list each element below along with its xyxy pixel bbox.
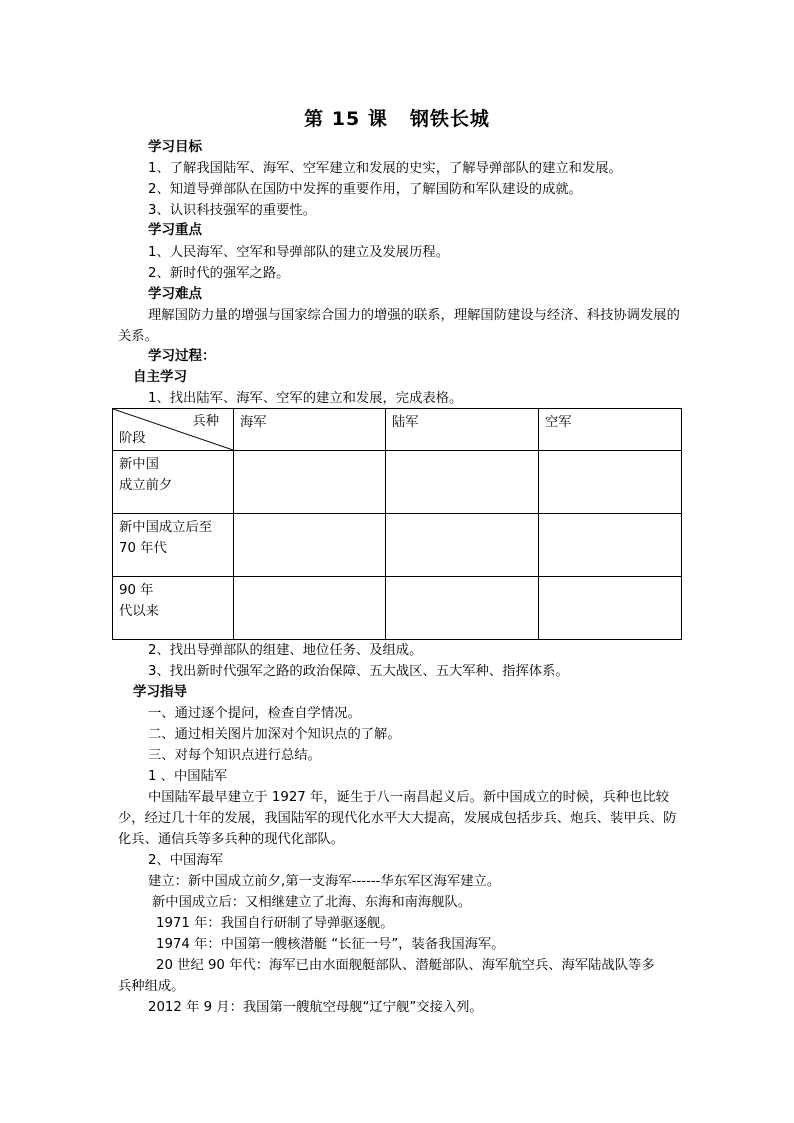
key-point-item: 1、人民海军、空军和导弹部队的建立及发展历程。 <box>148 245 449 260</box>
corner-top-label: 兵种 <box>192 414 219 429</box>
lesson-number: 第 15 课 <box>304 108 388 130</box>
table-cell[interactable] <box>539 514 682 577</box>
table-cell[interactable] <box>234 514 386 577</box>
row-header-line: 新中国成立后至 <box>119 520 213 535</box>
lesson-name: 钢铁长城 <box>409 108 490 130</box>
guide-heading: 学习指导 <box>133 684 187 700</box>
column-header-navy: 海军 <box>234 409 386 451</box>
table-header-row <box>113 409 682 451</box>
table-row <box>113 514 682 577</box>
table-cell[interactable] <box>539 451 682 514</box>
navy-heading: 2、中国海军 <box>148 853 223 868</box>
goals-heading: 学习目标 <box>148 139 202 155</box>
army-heading: 1 、中国陆军 <box>148 769 228 784</box>
table-cell[interactable] <box>386 514 539 577</box>
row-header-line: 70 年代 <box>119 541 167 556</box>
process-heading: 学习过程： <box>148 348 216 364</box>
table-cell[interactable] <box>386 451 539 514</box>
guide-item: 一、通过逐个提问，检查自学情况。 <box>148 706 361 721</box>
page-title <box>0 104 794 131</box>
goal-item: 1、了解我国陆军、海军、空军建立和发展的史实，了解导弹部队的建立和发展。 <box>148 161 622 176</box>
self-study-item: 3、找出新时代强军之路的政治保障、五大战区、五大军种、指挥体系。 <box>148 664 569 679</box>
self-study-item: 2、找出导弹部队的组建、地位任务、及组成。 <box>148 643 423 658</box>
table-instruction: 1、找出陆军、海军、空军的建立和发展，完成表格。 <box>148 391 463 406</box>
difficulty-text: 理解国防力量的增强与国家综合国力的增强的联系，理解国防建设与经济、科技协调发展的关系。 <box>118 308 680 344</box>
row-header-line: 新中国 <box>119 457 159 472</box>
navy-line: 1974 年：中国第一艘核潜艇 “长征一号”，装备我国海军。 <box>156 937 505 952</box>
table-cell[interactable] <box>234 451 386 514</box>
guide-item: 三、对每个知识点进行总结。 <box>148 748 321 763</box>
difficulty-heading: 学习难点 <box>148 286 202 302</box>
table-cell[interactable] <box>386 577 539 640</box>
row-header-line: 成立前夕 <box>119 478 173 493</box>
army-text: 中国陆军最早建立于 1927 年，诞生于八一南昌起义后。新中国成立的时候，兵种也比较少，经过几十年的发展，我国陆军的现代化水平大大提高，发展成包括步兵、炮兵、装甲兵、防化兵、通信兵等多兵种的现代化部队。 <box>118 790 677 847</box>
row-header <box>113 577 234 640</box>
row-header <box>113 451 234 514</box>
navy-line: 兵种组成。 <box>118 979 185 994</box>
military-development-table <box>112 408 682 640</box>
row-header-line: 代以来 <box>119 604 159 619</box>
corner-bottom-label: 阶段 <box>119 431 146 446</box>
navy-line: 20 世纪 90 年代：海军已由水面舰艇部队、潜艇部队、海军航空兵、海军陆战队等多 <box>156 958 655 973</box>
goal-item: 3、认识科技强军的重要性。 <box>148 203 317 218</box>
guide-item: 二、通过相关图片加深对个知识点的了解。 <box>148 727 401 742</box>
column-header-army: 陆军 <box>386 409 539 451</box>
table-row <box>113 577 682 640</box>
table-row <box>113 451 682 514</box>
navy-line: 新中国成立后：又相继建立了北海、东海和南海舰队。 <box>152 895 472 910</box>
row-header <box>113 514 234 577</box>
key-points-heading: 学习重点 <box>148 222 202 238</box>
goal-item: 2、知道导弹部队在国防中发挥的重要作用，了解国防和军队建设的成就。 <box>148 182 582 197</box>
column-header-airforce: 空军 <box>539 409 682 451</box>
table-cell[interactable] <box>234 577 386 640</box>
table-cell[interactable] <box>539 577 682 640</box>
row-header-line: 90 年 <box>119 583 154 598</box>
navy-line: 2012 年 9 月：我国第一艘航空母舰“辽宁舰”交接入列。 <box>148 1000 483 1015</box>
table-corner-cell <box>113 409 234 451</box>
navy-line: 建立：新中国成立前夕,第一支海军------华东军区海军建立。 <box>148 874 501 889</box>
navy-line: 1971 年：我国自行研制了导弹驱逐舰。 <box>156 916 394 931</box>
self-study-heading: 自主学习 <box>133 369 187 385</box>
key-point-item: 2、新时代的强军之路。 <box>148 266 290 281</box>
